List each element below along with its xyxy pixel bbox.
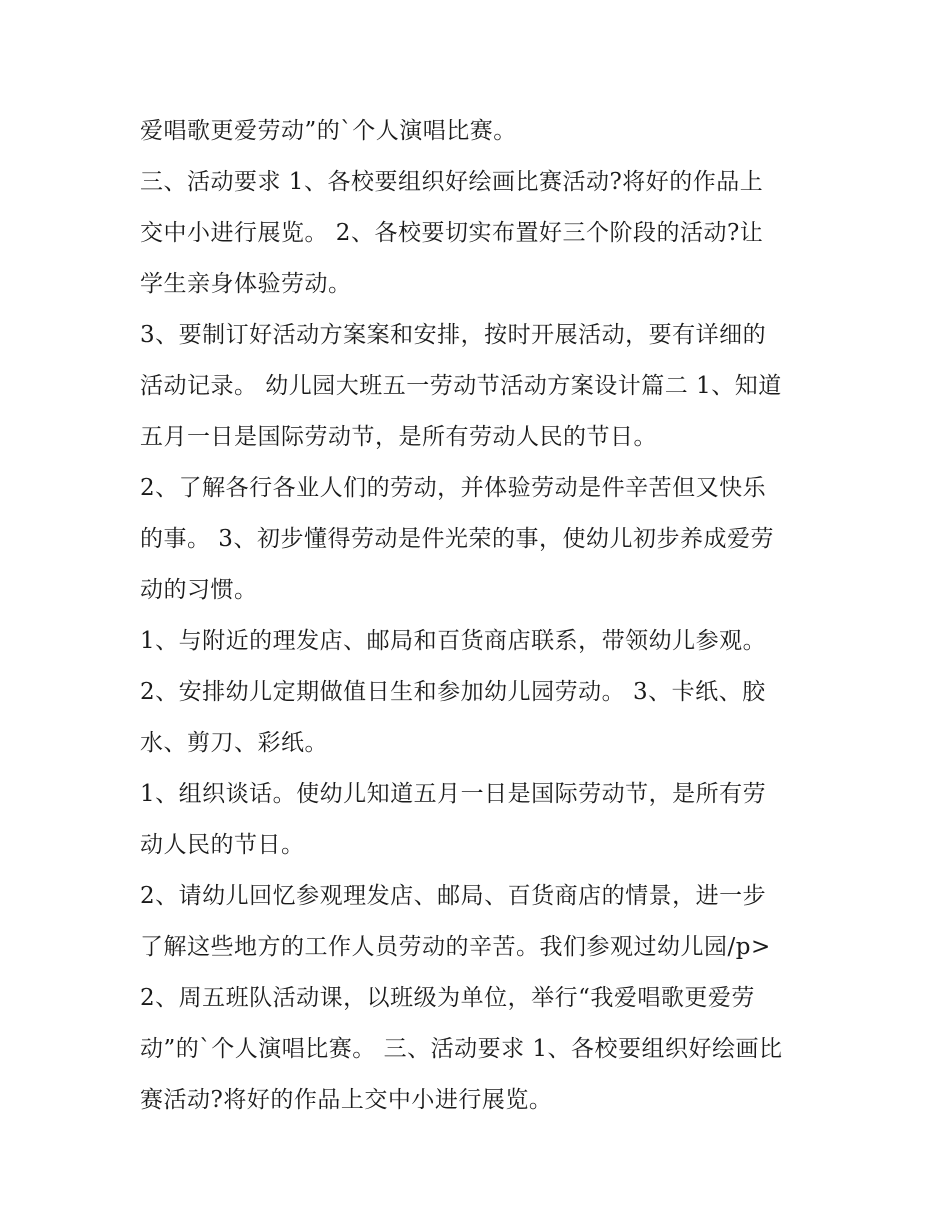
text-line: 水、剪刀、彩纸。 — [140, 730, 328, 756]
text-line: 活动记录。 幼儿园大班五一劳动节活动方案设计篇二 1、知道 — [140, 373, 782, 399]
text-line: 的事。 3、初步懂得劳动是件光荣的事，使幼儿初步养成爱劳 — [140, 526, 774, 552]
text-line: 1、组织谈话。使幼儿知道五月一日是国际劳动节，是所有劳 — [140, 781, 767, 807]
text-line: 1、与附近的理发店、邮局和百货商店联系，带领幼儿参观。 — [140, 628, 767, 654]
text-line: 2、安排幼儿定期做值日生和参加幼儿园劳动。 3、卡纸、胶 — [140, 679, 766, 705]
text-line: 三、活动要求 1、各校要组织好绘画比赛活动?将好的作品上 — [140, 169, 764, 195]
text-line: 动人民的节日。 — [140, 832, 305, 858]
text-line: 学生亲身体验劳动。 — [140, 271, 352, 297]
text-line: 赛活动?将好的作品上交中小进行展览。 — [140, 1087, 553, 1113]
text-line: 2、请幼儿回忆参观理发店、邮局、百货商店的情景，进一步 — [140, 883, 767, 909]
text-line: 爱唱歌更爱劳动”的`个人演唱比赛。 — [140, 118, 517, 144]
text-line: 动的习惯。 — [140, 577, 258, 603]
text-line: 2、周五班队活动课，以班级为单位，举行“我爱唱歌更爱劳 — [140, 985, 755, 1011]
text-line: 3、要制订好活动方案案和安排，按时开展活动，要有详细的 — [140, 322, 767, 348]
text-line: 交中小进行展览。 2、各校要切实布置好三个阶段的活动?让 — [140, 220, 764, 246]
document-body — [140, 106, 820, 1126]
text-line: 了解这些地方的工作人员劳动的辛苦。我们参观过幼儿园/p> — [140, 934, 771, 960]
text-line: 动”的`个人演唱比赛。 三、活动要求 1、各校要组织好绘画比 — [140, 1036, 783, 1062]
text-line: 2、了解各行各业人们的劳动，并体验劳动是件辛苦但又快乐 — [140, 475, 767, 501]
text-line: 五月一日是国际劳动节，是所有劳动人民的节日。 — [140, 424, 657, 450]
